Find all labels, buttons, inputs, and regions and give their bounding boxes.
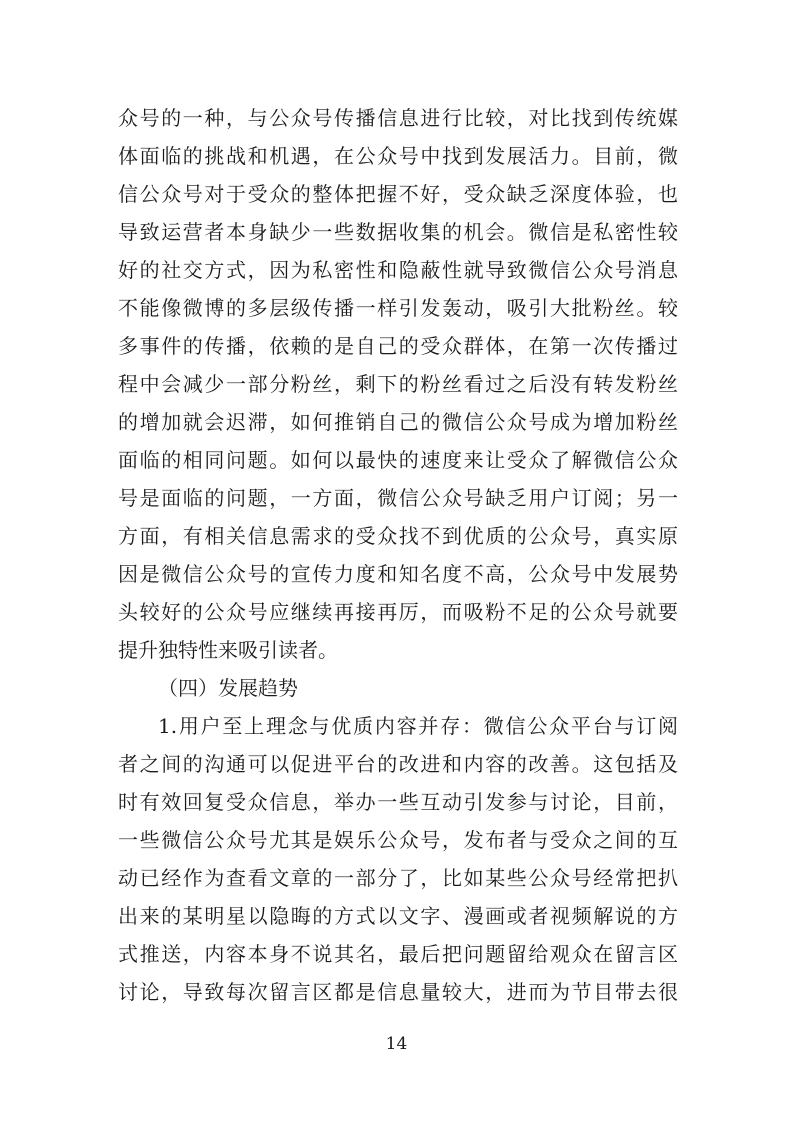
text-line: 面临的相同问题。如何以最快的速度来让受众了解微信公众 [118,448,678,472]
text-line: 程中会减少一部分粉丝，剩下的粉丝看过之后没有转发粉丝 [118,372,678,396]
text-line: 多事件的传播，依赖的是自己的受众群体，在第一次传播过 [118,334,678,358]
text-line: 方面，有相关信息需求的受众找不到优质的公众号，真实原 [118,524,678,548]
section-heading: （四）发展趋势 [158,676,298,700]
text-line: 体面临的挑战和机遇，在公众号中找到发展活力。目前，微 [118,144,678,168]
text-line: 因是微信公众号的宣传力度和知名度不高，公众号中发展势 [118,562,678,586]
text-line: 讨论，导致每次留言区都是信息量较大，进而为节目带去很 [118,980,678,1004]
text-line: 一些微信公众号尤其是娱乐公众号，发布者与受众之间的互 [118,828,678,852]
text-line: 号是面临的问题，一方面，微信公众号缺乏用户订阅；另一 [118,486,678,510]
text-line: 众号的一种，与公众号传播信息进行比较，对比找到传统媒 [118,106,678,130]
text-line: 信公众号对于受众的整体把握不好，受众缺乏深度体验，也 [118,182,678,206]
text-line: 导致运营者本身缺少一些数据收集的机会。微信是私密性较 [118,220,678,244]
text-line: 头较好的公众号应继续再接再厉，而吸粉不足的公众号就要 [118,600,678,624]
text-line: 不能像微博的多层级传播一样引发轰动，吸引大批粉丝。较 [118,296,678,320]
text-line: 式推送，内容本身不说其名，最后把问题留给观众在留言区 [118,942,678,966]
text-line: 时有效回复受众信息，举办一些互动引发参与讨论，目前， [118,790,678,814]
text-line: 出来的某明星以隐晦的方式以文字、漫画或者视频解说的方 [118,904,678,928]
text-line: 提升独特性来吸引读者。 [118,638,338,662]
text-line: 者之间的沟通可以促进平台的改进和内容的改善。这包括及 [118,752,678,776]
text-line: 的增加就会迟滞，如何推销自己的微信公众号成为增加粉丝 [118,410,678,434]
page-number: 14 [385,1034,408,1054]
text-line: 1.用户至上理念与优质内容并存：微信公众平台与订阅 [158,714,678,738]
text-line: 动已经作为查看文章的一部分了，比如某些公众号经常把扒 [118,866,678,890]
text-line: 好的社交方式，因为私密性和隐蔽性就导致微信公众号消息 [118,258,678,282]
